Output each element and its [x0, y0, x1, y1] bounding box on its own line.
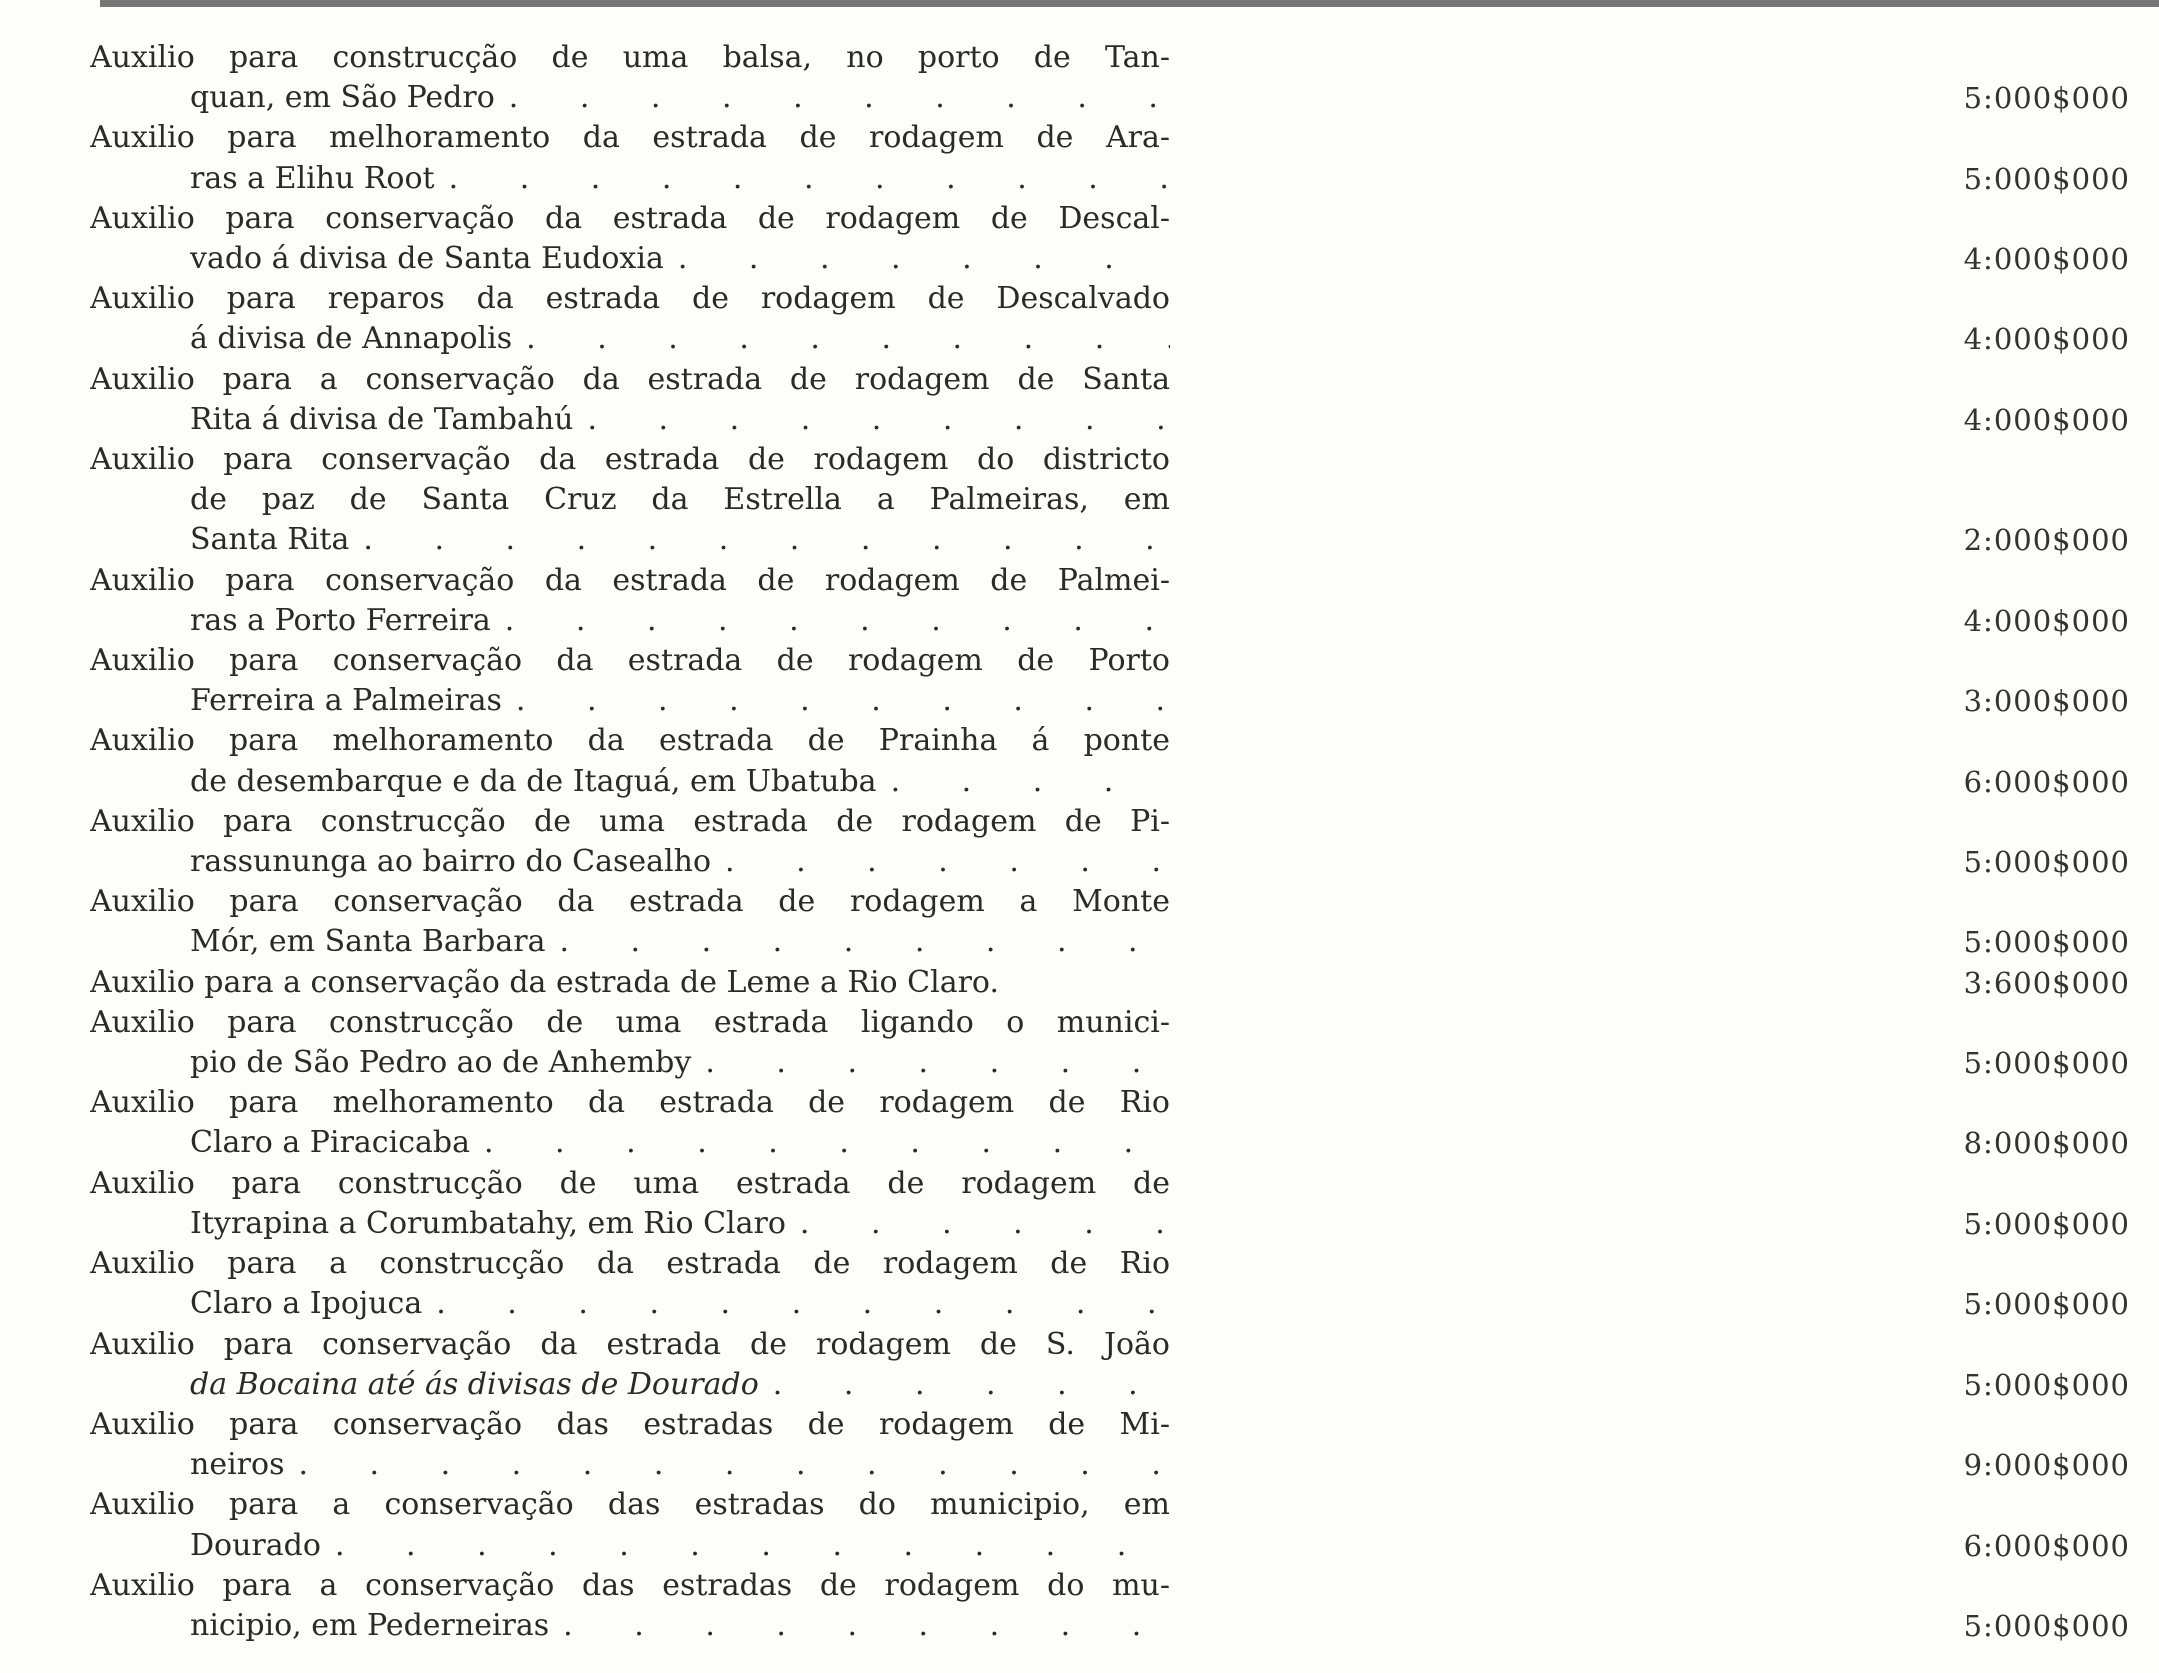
line-text: Auxilio para melhoramento da estrada de rodagem de Ara- — [90, 120, 1170, 156]
line-text: Auxilio para conservação da estrada de rodagem de Porto — [90, 643, 1170, 679]
item-amount: 5:000$000 — [1963, 925, 2130, 960]
item-description — [90, 279, 1170, 359]
list-item — [90, 1244, 2130, 1324]
description-line — [90, 1365, 1170, 1405]
dot-leader — [284, 1445, 1170, 1485]
item-description — [90, 1485, 1170, 1565]
line-text: á divisa de Annapolis — [190, 321, 513, 357]
list-item — [90, 561, 2130, 641]
dot-leader — [512, 319, 1170, 359]
line-text: Auxilio para conservação da estrada de rodagem de Palmei- — [90, 562, 1170, 598]
line-text: neiros — [190, 1447, 285, 1483]
list-item — [90, 1083, 2130, 1163]
line-text: Auxilio para a conservação da estrada de rodagem de Santa — [90, 361, 1170, 397]
line-text: Dourado — [190, 1527, 321, 1563]
line-text: Auxilio para melhoramento da estrada de rodagem de Rio — [90, 1085, 1170, 1121]
item-amount: 5:000$000 — [1963, 161, 2130, 196]
description-line — [90, 762, 1170, 802]
description-line — [90, 440, 1170, 480]
description-line — [90, 681, 1170, 721]
description-line — [90, 601, 1170, 641]
list-item — [90, 882, 2130, 962]
item-amount: 6:000$000 — [1963, 764, 2130, 799]
item-description — [90, 802, 1170, 882]
list-item — [90, 199, 2130, 279]
description-line — [90, 802, 1170, 842]
list-item — [90, 1003, 2130, 1083]
line-text: Auxilio para conservação da estrada de rodagem a Monte — [90, 884, 1170, 920]
description-line — [90, 1123, 1170, 1163]
dot-leader — [573, 400, 1170, 440]
line-text: pio de São Pedro ao de Anhemby — [190, 1045, 692, 1081]
description-line — [90, 1526, 1170, 1566]
dot-leader — [786, 1204, 1170, 1244]
item-description — [90, 440, 1170, 561]
line-text: Auxilio para conservação das estradas de rodagem de Mi- — [90, 1406, 1170, 1442]
dot-leader — [691, 1043, 1170, 1083]
item-amount: 5:000$000 — [1963, 1367, 2130, 1402]
dot-leader — [877, 762, 1170, 802]
item-amount: 4:000$000 — [1963, 402, 2130, 437]
line-text: Auxilio para a conservação das estradas do municipio, em — [90, 1487, 1170, 1523]
line-text: Auxilio para a conservação das estradas de rodagem do mu- — [90, 1567, 1170, 1603]
description-line — [90, 159, 1170, 199]
description-line — [90, 118, 1170, 158]
description-line — [90, 963, 1170, 1003]
line-text: de paz de Santa Cruz da Estrella a Palmeiras, em — [190, 482, 1170, 518]
item-description — [90, 118, 1170, 198]
description-line — [90, 1325, 1170, 1365]
item-amount: 9:000$000 — [1963, 1448, 2130, 1483]
dot-leader — [549, 1606, 1170, 1646]
item-description — [90, 199, 1170, 279]
item-amount: 5:000$000 — [1963, 1046, 2130, 1081]
item-amount: 3:600$000 — [1963, 965, 2130, 1000]
line-text: quan, em São Pedro — [190, 80, 495, 116]
item-amount: 4:000$000 — [1963, 603, 2130, 638]
line-text: nicipio, em Pederneiras — [190, 1607, 550, 1643]
list-item — [90, 802, 2130, 882]
line-text: Auxilio para construcção de uma estrada ligando o munici- — [90, 1004, 1170, 1040]
item-amount: 4:000$000 — [1963, 242, 2130, 277]
item-description — [90, 1325, 1170, 1405]
line-text: Auxilio para conservação da estrada de rodagem de S. João — [90, 1326, 1170, 1362]
item-amount: 5:000$000 — [1963, 1287, 2130, 1322]
list-item — [90, 440, 2130, 561]
description-line — [90, 480, 1170, 520]
description-line — [90, 279, 1170, 319]
description-line — [90, 239, 1170, 279]
item-description — [90, 1405, 1170, 1485]
list-item — [90, 1325, 2130, 1405]
description-line — [90, 1284, 1170, 1324]
description-line — [90, 1043, 1170, 1083]
dot-leader — [711, 842, 1170, 882]
line-text: ras a Porto Ferreira — [190, 602, 491, 638]
appropriations-list — [90, 38, 2130, 1646]
list-item — [90, 279, 2130, 359]
dot-leader — [759, 1365, 1170, 1405]
list-item — [90, 641, 2130, 721]
item-amount: 5:000$000 — [1963, 1608, 2130, 1643]
description-line — [90, 38, 1170, 78]
line-text: Auxilio para a construcção da estrada de rodagem de Rio — [90, 1246, 1170, 1282]
dot-leader — [495, 78, 1170, 118]
description-line — [90, 78, 1170, 118]
dot-leader — [349, 520, 1170, 560]
item-description — [90, 1566, 1170, 1646]
description-line — [90, 1445, 1170, 1485]
list-item — [90, 38, 2130, 118]
description-line — [90, 721, 1170, 761]
line-text: Auxilio para conservação da estrada de rodagem do districto — [90, 442, 1170, 478]
description-line — [90, 1485, 1170, 1525]
item-amount: 3:000$000 — [1963, 684, 2130, 719]
description-line — [90, 1405, 1170, 1445]
description-line — [90, 520, 1170, 560]
list-item — [90, 1485, 2130, 1565]
item-amount: 4:000$000 — [1963, 322, 2130, 357]
line-text: vado á divisa de Santa Eudoxia — [190, 241, 664, 277]
description-line — [90, 319, 1170, 359]
dot-leader — [502, 681, 1170, 721]
line-text: Auxilio para construcção de uma estrada de rodagem de — [90, 1165, 1170, 1201]
top-rule — [100, 0, 2159, 7]
line-text: Claro a Piracicaba — [190, 1125, 470, 1161]
line-text: Mór, em Santa Barbara — [190, 924, 546, 960]
line-text: de desembarque e da de Itaguá, em Ubatuba — [190, 763, 877, 799]
dot-leader — [470, 1123, 1170, 1163]
dot-leader — [491, 601, 1170, 641]
description-line — [90, 360, 1170, 400]
line-text: Rita á divisa de Tambahú — [190, 401, 574, 437]
line-text: Auxilio para construcção de uma estrada de rodagem de Pi- — [90, 803, 1170, 839]
item-amount: 5:000$000 — [1963, 81, 2130, 116]
item-description — [90, 38, 1170, 118]
description-line — [90, 199, 1170, 239]
list-item — [90, 118, 2130, 198]
item-description — [90, 1164, 1170, 1244]
list-item — [90, 1566, 2130, 1646]
item-description — [90, 882, 1170, 962]
item-description — [90, 641, 1170, 721]
line-text: Santa Rita — [190, 522, 350, 558]
dot-leader — [422, 1284, 1170, 1324]
description-line — [90, 1606, 1170, 1646]
description-line — [90, 1164, 1170, 1204]
description-line — [90, 400, 1170, 440]
line-text: Auxilio para conservação da estrada de rodagem de Descal- — [90, 200, 1170, 236]
list-item — [90, 963, 2130, 1003]
item-description — [90, 1003, 1170, 1083]
dot-leader — [664, 239, 1170, 279]
item-amount: 5:000$000 — [1963, 1206, 2130, 1241]
list-item — [90, 1405, 2130, 1485]
description-line — [90, 842, 1170, 882]
item-description — [90, 1244, 1170, 1324]
item-amount: 5:000$000 — [1963, 845, 2130, 880]
dot-leader — [435, 159, 1170, 199]
list-item — [90, 721, 2130, 801]
item-amount: 8:000$000 — [1963, 1126, 2130, 1161]
item-description — [90, 721, 1170, 801]
line-text: rassununga ao bairro do Casealho — [190, 844, 712, 880]
item-amount: 2:000$000 — [1963, 523, 2130, 558]
line-text: Auxilio para melhoramento da estrada de Prainha á ponte — [90, 723, 1170, 759]
item-amount: 6:000$000 — [1963, 1528, 2130, 1563]
description-line — [90, 1566, 1170, 1606]
item-description — [90, 963, 1170, 1003]
line-text: da Bocaina até ás divisas de Dourado — [190, 1366, 759, 1402]
line-text: Auxilio para construcção de uma balsa, no porto de Tan- — [90, 40, 1170, 75]
description-line — [90, 882, 1170, 922]
line-text: Ityrapina a Corumbatahy, em Rio Claro — [190, 1205, 786, 1241]
list-item — [90, 360, 2130, 440]
line-text: Auxilio para reparos da estrada de rodagem de Descalvado — [90, 281, 1170, 317]
description-line — [90, 1204, 1170, 1244]
item-description — [90, 561, 1170, 641]
item-description — [90, 1083, 1170, 1163]
dot-leader — [321, 1526, 1170, 1566]
item-description — [90, 360, 1170, 440]
list-item — [90, 1164, 2130, 1244]
description-line — [90, 1083, 1170, 1123]
line-text: ras a Elihu Root — [190, 160, 435, 196]
description-line — [90, 922, 1170, 962]
dot-leader — [545, 922, 1170, 962]
description-line — [90, 561, 1170, 601]
line-text: Claro a Ipojuca — [190, 1286, 423, 1322]
description-line — [90, 1003, 1170, 1043]
line-text: Ferreira a Palmeiras — [190, 683, 502, 719]
description-line — [90, 1244, 1170, 1284]
line-text: Auxilio para a conservação da estrada de Leme a Rio Claro. — [90, 964, 999, 1000]
description-line — [90, 641, 1170, 681]
